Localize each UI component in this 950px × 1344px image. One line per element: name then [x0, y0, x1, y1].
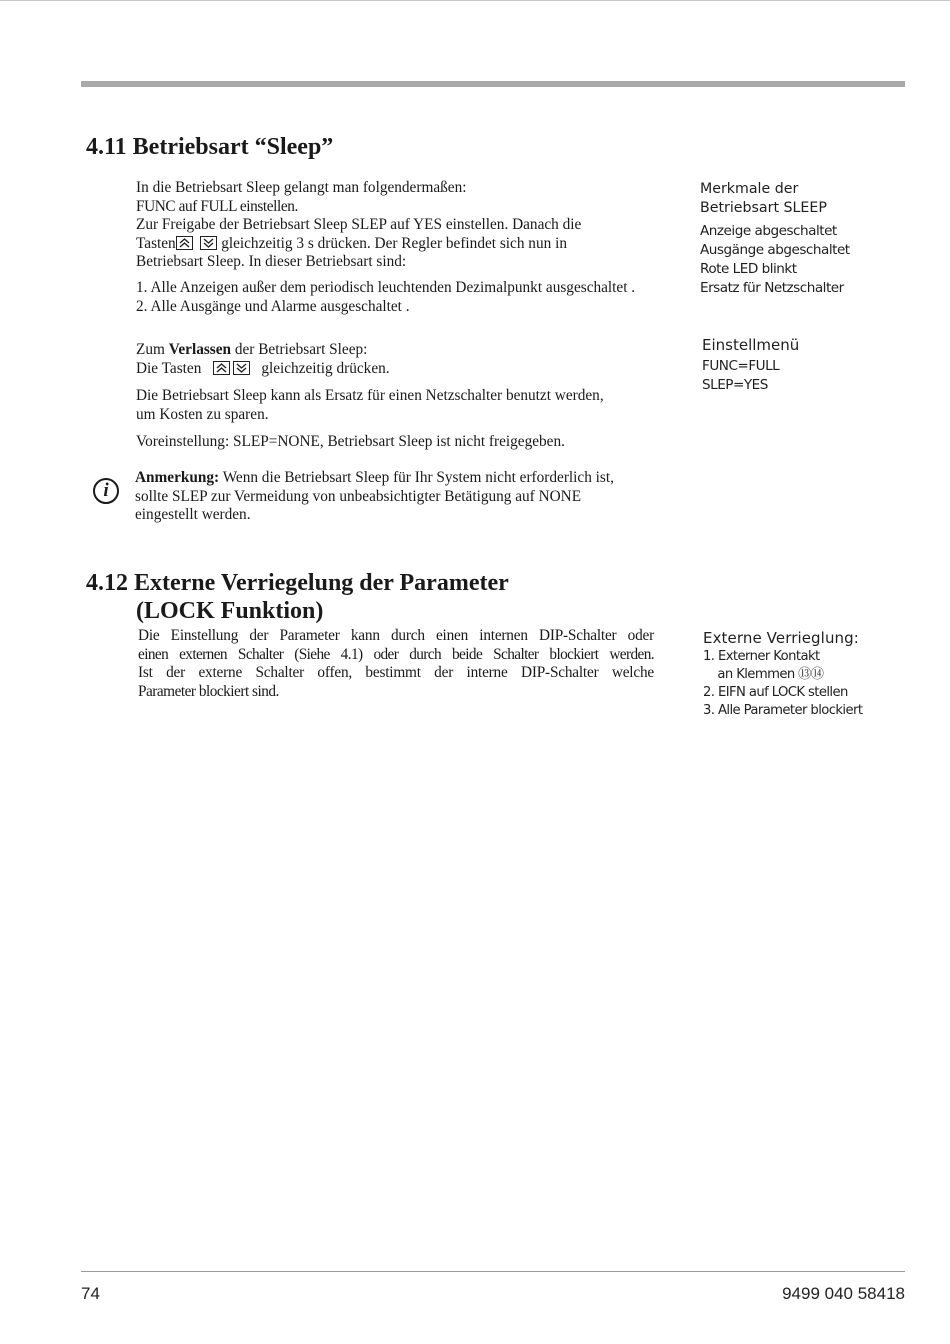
header-bar [81, 81, 905, 87]
sleep-note [135, 469, 695, 525]
lock-sidebar-title: Externe Verrieglung: [703, 629, 859, 647]
section-heading-4-11: 4.11 Betriebsart “Sleep” [86, 134, 334, 160]
intro-line-keys: Tasten gleichzeitig 3 s drücken. Der Regler befindet sich nun in [136, 234, 567, 252]
double-chevron-up-key-icon [176, 236, 193, 250]
menu-title: Einstellmenü [702, 336, 800, 354]
lock-body [138, 627, 654, 701]
intro-line: Betriebsart Sleep. In dieser Betriebsart sind: [136, 253, 407, 271]
page-number: 74 [81, 1284, 100, 1303]
list-item: 2. Alle Ausgänge und Alarme ausgeschaltet . [136, 297, 410, 315]
intro-line: Zur Freigabe der Betriebsart Sleep SLEP auf YES einstellen. Danach die [136, 216, 582, 234]
replacement-line: um Kosten zu sparen. [136, 405, 269, 423]
section-heading-4-12-sub: (LOCK Funktion) [136, 598, 324, 624]
note-line: eingestellt werden. [135, 506, 251, 524]
lock-body-line: Parameter blockiert sind. [138, 682, 279, 700]
feature-item: Anzeige abgeschaltet [700, 223, 837, 239]
feature-item: Ersatz für Netzschalter [700, 280, 844, 296]
lock-sidebar-item: 2. EIFN auf LOCK stellen [703, 685, 848, 700]
sleep-default: Voreinstellung: SLEP=NONE, Betriebsart Sleep ist nicht freigegeben. [136, 433, 565, 450]
features-title: Merkmale der [700, 181, 799, 197]
double-chevron-down-key-icon [233, 361, 250, 375]
lock-sidebar-item: an Klemmen ⑬⑭ [703, 667, 824, 682]
menu-item: SLEP=YES [702, 377, 768, 393]
sleep-list [136, 279, 696, 316]
menu-item: FUNC=FULL [702, 358, 780, 374]
top-rule [0, 0, 950, 1]
document-number: 9499 040 58418 [782, 1284, 905, 1303]
info-icon: i [93, 478, 119, 504]
intro-line: FUNC auf FULL einstellen. [136, 197, 298, 215]
section-heading-4-12: 4.12 Externe Verriegelung der Parameter [86, 570, 509, 596]
sleep-intro [136, 179, 696, 272]
sleep-features-sidebar [700, 180, 920, 298]
lock-sidebar-item: 1. Externer Kontakt [703, 649, 820, 664]
lock-body-line: Ist der externe Schalter offen, bestimmt der interne DIP-Schalter welche [138, 664, 654, 682]
intro-line: In die Betriebsart Sleep gelangt man folgendermaßen: [136, 179, 467, 196]
lock-sidebar [703, 629, 923, 720]
note-line: Anmerkung: Wenn die Betriebsart Sleep für Ihr System nicht erforderlich ist, [135, 469, 614, 486]
sleep-replacement [136, 387, 696, 424]
settings-menu-sidebar [702, 336, 922, 395]
list-item: 1. Alle Anzeigen außer dem periodisch leuchtenden Dezimalpunkt ausgeschaltet . [136, 279, 636, 296]
double-chevron-down-key-icon [200, 236, 217, 250]
lock-body-line: einen externen Schalter (Siehe 4.1) oder durch beide Schalter blockiert werden. [138, 645, 654, 663]
double-chevron-up-key-icon [213, 361, 230, 375]
footer-rule [81, 1271, 905, 1272]
exit-line: Zum Verlassen der Betriebsart Sleep: [136, 341, 368, 358]
sleep-exit [136, 341, 696, 378]
note-line: sollte SLEP zur Vermeidung von unbeabsichtigter Betätigung auf NONE [135, 487, 582, 505]
feature-item: Ausgänge abgeschaltet [700, 242, 850, 258]
exit-keys-line: Die Tasten gleichzeitig drücken. [136, 359, 390, 377]
replacement-line: Die Betriebsart Sleep kann als Ersatz für einen Netzschalter benutzt werden, [136, 387, 604, 404]
lock-body-line: Die Einstellung der Parameter kann durch einen internen DIP-Schalter oder [138, 627, 654, 644]
feature-item: Rote LED blinkt [700, 261, 797, 277]
features-title: Betriebsart SLEEP [700, 200, 827, 216]
lock-sidebar-item: 3. Alle Parameter blockiert [703, 703, 863, 718]
